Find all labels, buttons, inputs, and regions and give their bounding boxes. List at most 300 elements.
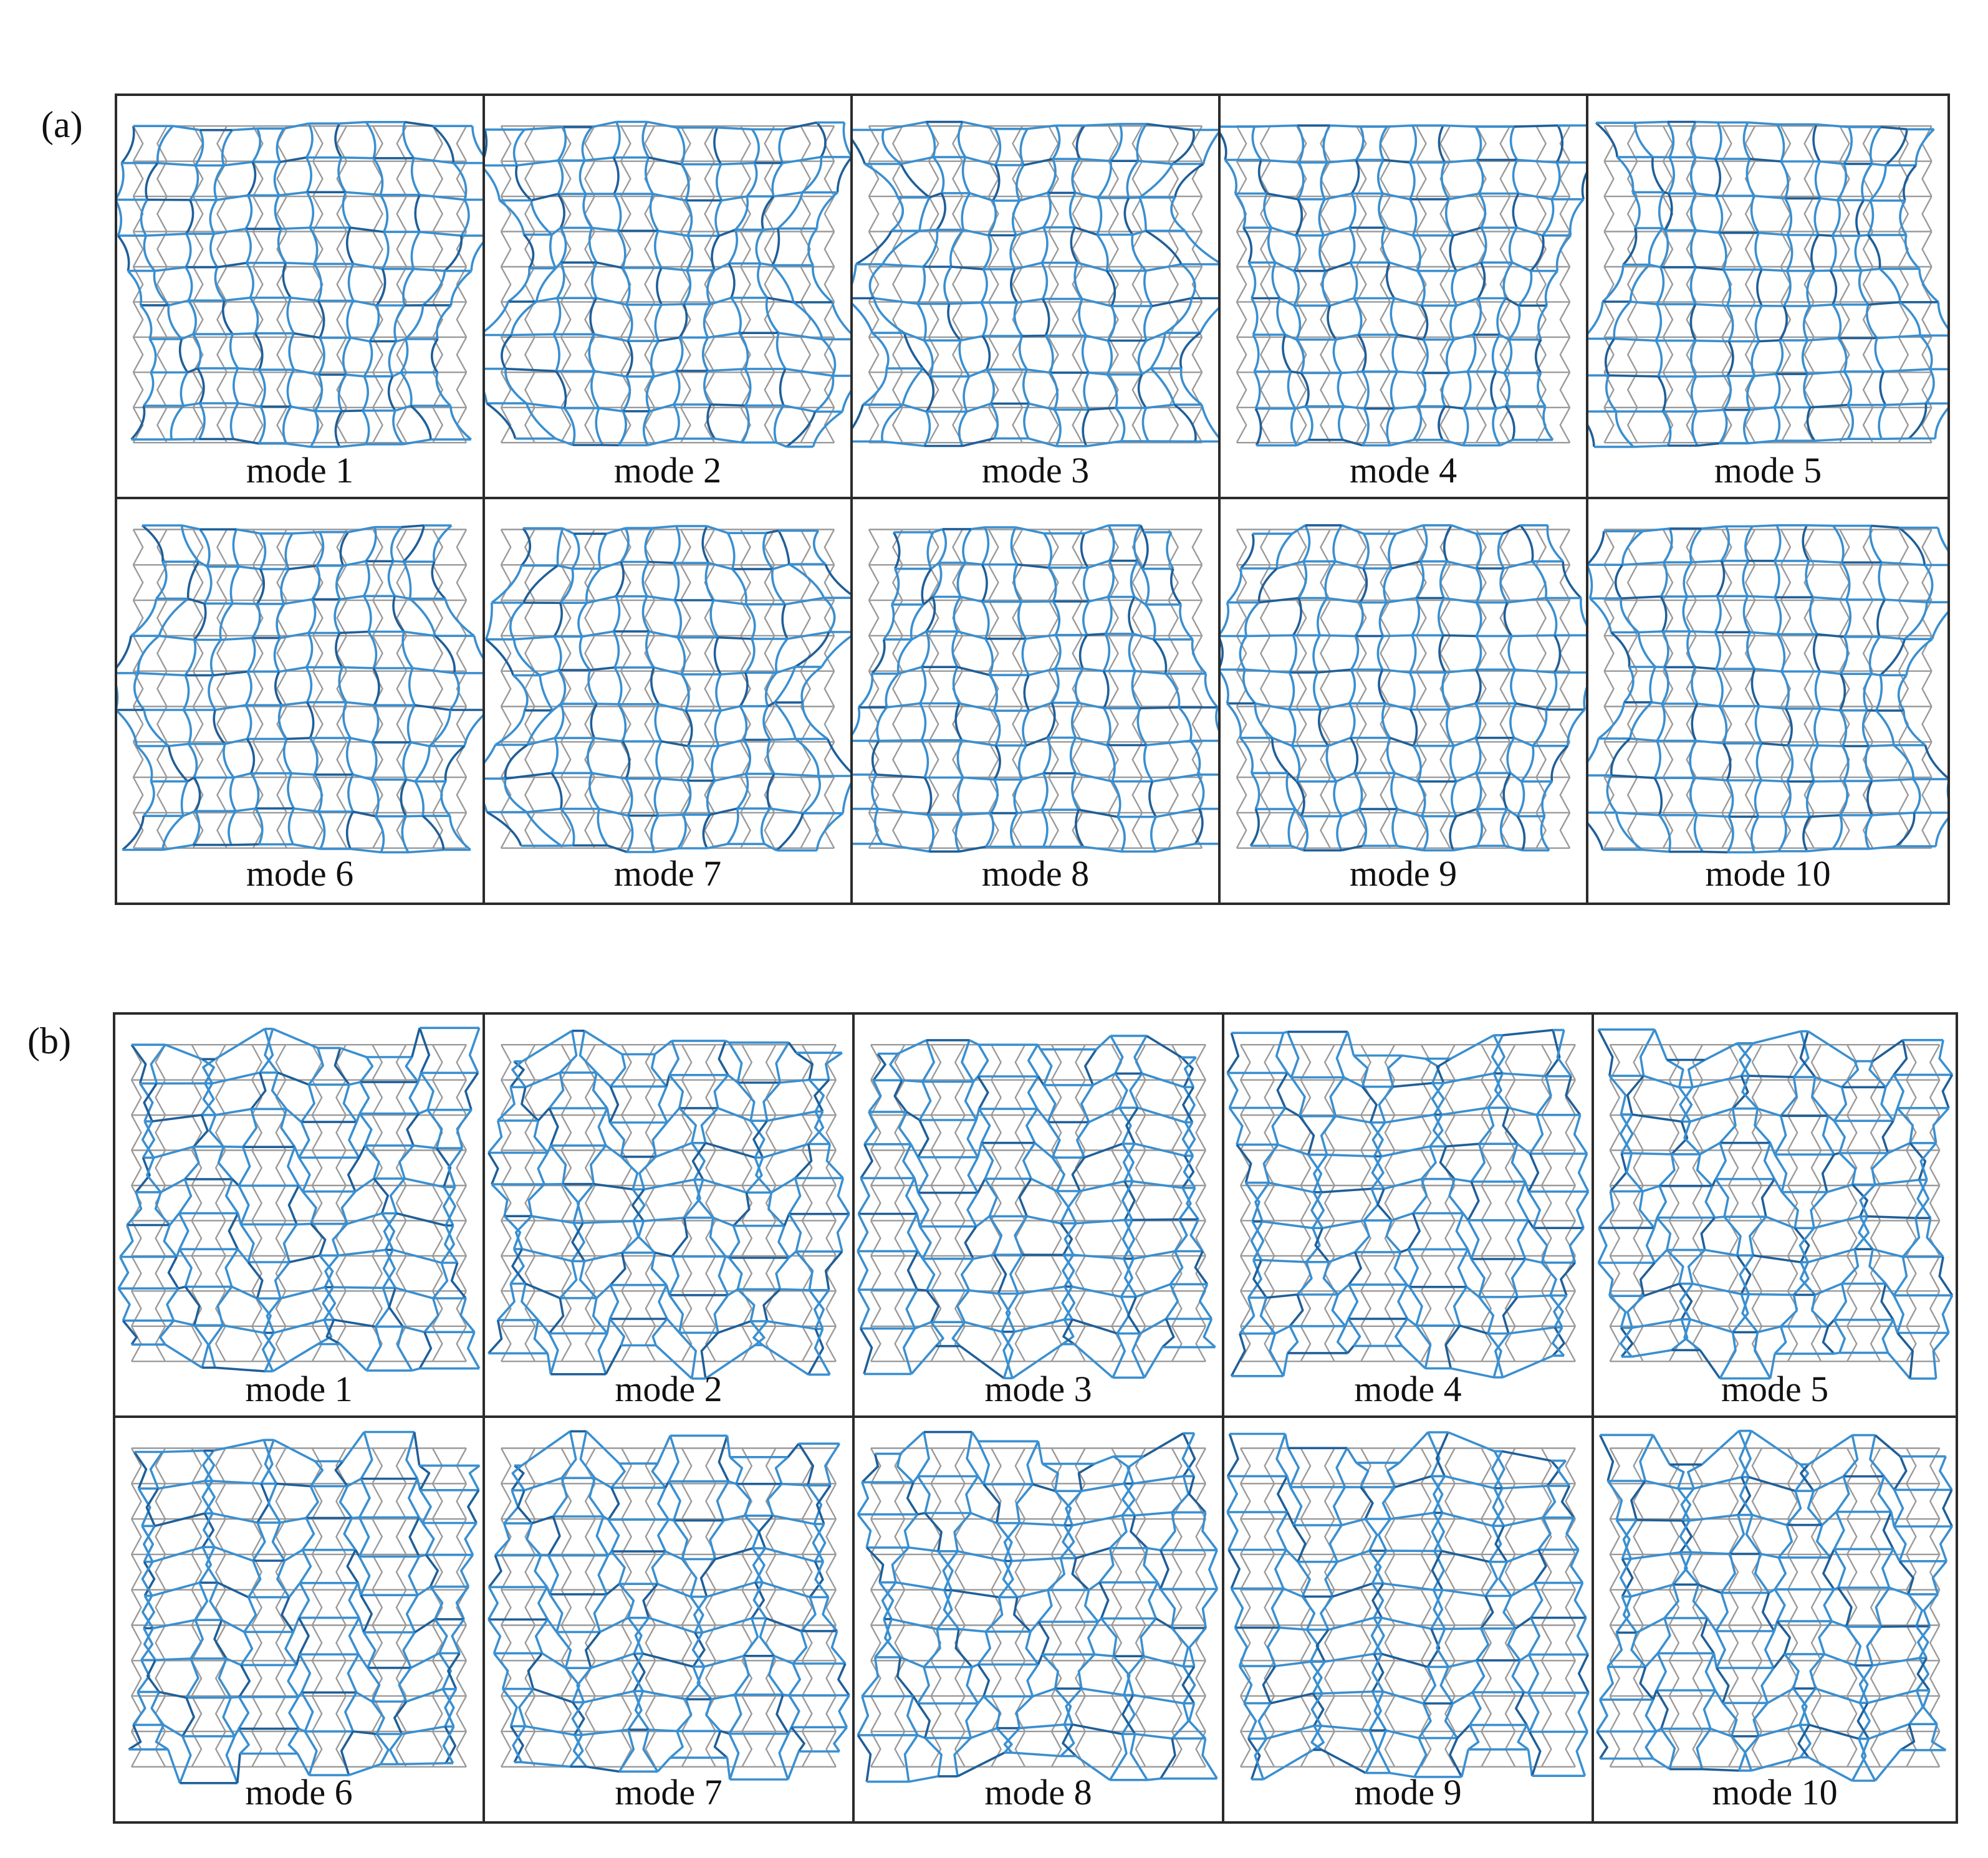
deformed-strut — [393, 561, 403, 562]
deformed-strut — [367, 1327, 381, 1371]
deformed-strut — [1479, 194, 1485, 228]
deformed-strut — [211, 234, 218, 267]
deformed-strut — [732, 569, 746, 605]
undeformed-strut — [561, 530, 570, 565]
undeformed-strut — [1237, 813, 1246, 848]
undeformed-strut — [869, 742, 878, 777]
deformed-strut — [1246, 603, 1259, 636]
undeformed-strut — [1899, 600, 1908, 636]
deformed-strut — [1330, 125, 1360, 127]
deformed-strut — [1011, 235, 1016, 269]
deformed-strut — [1691, 778, 1697, 815]
deformed-strut — [183, 710, 191, 744]
deformed-strut — [196, 130, 203, 166]
deformed-strut — [233, 603, 257, 604]
undeformed-strut — [800, 707, 810, 742]
undeformed-strut — [337, 777, 347, 813]
undeformed-strut — [705, 813, 714, 848]
deformed-strut — [756, 230, 763, 264]
deformed-strut — [1582, 163, 1586, 199]
deformed-strut — [391, 527, 401, 562]
deformed-strut — [120, 1225, 133, 1257]
undeformed-lattice — [1237, 530, 1570, 848]
deformed-strut — [117, 163, 123, 200]
deformed-strut — [1125, 198, 1132, 235]
deformed-strut — [368, 632, 377, 668]
deformed-strut — [1143, 532, 1148, 569]
undeformed-strut — [800, 372, 810, 408]
deformed-strut — [1546, 598, 1557, 636]
deformed-strut — [1151, 817, 1156, 852]
undeformed-strut — [133, 232, 143, 267]
deformed-strut — [1869, 745, 1894, 747]
deformed-strut — [679, 304, 687, 338]
deformed-strut — [677, 128, 684, 165]
deformed-strut — [1075, 669, 1083, 703]
deformed-strut — [364, 342, 372, 376]
deformed-strut — [505, 778, 527, 812]
deformed-strut — [920, 198, 929, 231]
deformed-strut — [764, 844, 777, 850]
deformed-strut — [436, 373, 450, 406]
undeformed-strut — [1501, 671, 1510, 707]
deformed-strut — [918, 267, 925, 304]
deformed-strut — [552, 773, 562, 808]
deformed-strut — [485, 130, 486, 165]
undeformed-strut — [1560, 372, 1570, 408]
deformed-strut — [1880, 639, 1904, 675]
deformed-strut — [771, 739, 795, 740]
deformed-strut — [511, 603, 524, 639]
deformed-strut — [1717, 561, 1724, 596]
undeformed-strut — [1604, 565, 1613, 600]
deformed-strut — [239, 567, 261, 569]
undeformed-strut — [1781, 530, 1790, 565]
deformed-strut — [403, 525, 424, 562]
undeformed-strut — [585, 600, 594, 636]
deformed-strut — [1294, 305, 1300, 339]
deformed-strut — [1288, 371, 1295, 408]
deformed-strut — [1412, 598, 1419, 636]
undeformed-strut — [869, 372, 878, 408]
undeformed-strut — [953, 161, 962, 196]
undeformed-strut — [276, 1185, 286, 1220]
deformed-strut — [1762, 270, 1787, 271]
deformed-strut — [1810, 597, 1817, 634]
deformed-strut — [246, 229, 251, 263]
deformed-strut — [339, 1250, 386, 1255]
undeformed-strut — [1133, 408, 1142, 443]
undeformed-strut — [1416, 671, 1426, 707]
deformed-strut — [981, 269, 987, 303]
undeformed-strut — [1628, 530, 1637, 565]
deformed-strut — [1815, 161, 1820, 198]
undeformed-strut — [1560, 600, 1570, 636]
deformed-strut — [412, 1028, 420, 1057]
deformed-strut — [415, 782, 423, 816]
deformed-strut — [164, 1225, 176, 1257]
undeformed-strut — [1073, 408, 1082, 443]
deformed-strut — [375, 1288, 389, 1326]
undeformed-strut — [1536, 530, 1545, 565]
deformed-strut — [714, 128, 721, 165]
deformed-strut — [1702, 852, 1727, 853]
deformed-strut — [764, 533, 773, 569]
undeformed-strut — [373, 196, 382, 231]
deformed-strut — [1333, 340, 1341, 373]
deformed-strut — [1515, 669, 1555, 673]
deformed-strut — [615, 668, 622, 704]
deformed-strut — [410, 668, 415, 705]
deformed-strut — [287, 370, 294, 406]
deformed-strut — [226, 1249, 238, 1286]
deformed-strut — [363, 411, 369, 444]
undeformed-strut — [1261, 267, 1270, 302]
deformed-strut — [731, 298, 741, 333]
undeformed-lattice — [132, 1045, 466, 1361]
deformed-strut — [239, 1147, 250, 1185]
deformed-strut — [1650, 667, 1655, 702]
deformed-strut — [1906, 639, 1932, 675]
undeformed-strut — [621, 196, 630, 231]
undeformed-strut — [133, 777, 143, 813]
undeformed-strut — [1073, 565, 1082, 600]
deformed-strut — [958, 740, 963, 778]
deformed-strut — [825, 564, 850, 598]
deformed-strut — [407, 1114, 419, 1146]
undeformed-strut — [312, 1256, 322, 1291]
deformed-strut — [246, 672, 251, 706]
undeformed-strut — [585, 1326, 595, 1361]
deformed-strut — [389, 342, 396, 376]
undeformed-strut — [645, 302, 655, 337]
deformed-strut — [652, 526, 676, 528]
undeformed-strut — [1013, 372, 1022, 408]
deformed-strut — [776, 639, 787, 673]
deformed-strut — [437, 305, 451, 339]
deformed-strut — [963, 157, 970, 193]
undeformed-strut — [526, 1151, 535, 1186]
undeformed-strut — [1193, 600, 1202, 636]
undeformed-strut — [1501, 126, 1510, 161]
undeformed-strut — [1501, 161, 1510, 196]
deformed-strut — [485, 165, 499, 200]
undeformed-strut — [457, 707, 466, 742]
deformed-strut — [1344, 406, 1364, 409]
undeformed-strut — [1840, 302, 1849, 337]
undeformed-strut — [457, 565, 466, 600]
deformed-strut — [550, 234, 556, 268]
undeformed-strut — [217, 600, 226, 636]
deformed-strut — [1511, 669, 1516, 703]
deformed-strut — [878, 809, 928, 815]
deformed-strut — [309, 600, 315, 633]
undeformed-lattice — [869, 126, 1202, 443]
undeformed-strut — [741, 530, 750, 565]
deformed-strut — [1761, 780, 1787, 782]
deformed-strut — [1588, 565, 1592, 598]
deformed-strut — [1806, 561, 1813, 597]
deformed-strut — [1022, 639, 1029, 675]
undeformed-strut — [277, 302, 287, 337]
deformed-strut — [1757, 270, 1762, 306]
undeformed-strut — [1805, 671, 1814, 707]
deformed-strut — [1635, 122, 1668, 123]
deformed-strut — [618, 704, 625, 742]
undeformed-strut — [217, 813, 226, 848]
deformed-strut — [1351, 636, 1358, 670]
undeformed-strut — [501, 813, 511, 848]
undeformed-strut — [1923, 813, 1932, 848]
deformed-strut — [512, 334, 554, 335]
undeformed-strut — [397, 302, 406, 337]
deformed-strut — [1107, 341, 1112, 375]
undeformed-strut — [1781, 600, 1790, 636]
deformed-strut — [1013, 201, 1020, 236]
deformed-strut — [359, 1146, 365, 1157]
undeformed-strut — [929, 636, 938, 671]
mode-caption: mode 5 — [1714, 450, 1822, 491]
deformed-strut — [183, 403, 200, 406]
deformed-strut — [613, 596, 619, 631]
deformed-strut — [1925, 745, 1947, 779]
deformed-strut — [1132, 235, 1146, 271]
deformed-strut — [1409, 673, 1414, 709]
deformed-strut — [1845, 600, 1851, 637]
deformed-strut — [410, 1082, 419, 1114]
undeformed-strut — [217, 196, 226, 231]
undeformed-strut — [765, 337, 774, 372]
deformed-strut — [627, 341, 632, 376]
undeformed-strut — [1441, 302, 1450, 337]
deformed-strut — [135, 673, 145, 710]
deformed-strut — [1297, 340, 1304, 373]
undeformed-strut — [1013, 636, 1022, 671]
deformed-strut — [1443, 125, 1476, 127]
deformed-strut — [572, 534, 579, 568]
deformed-strut — [1350, 194, 1355, 228]
deformed-strut — [1292, 409, 1297, 446]
deformed-strut — [1318, 598, 1327, 636]
deformed-strut — [1253, 335, 1259, 371]
undeformed-strut — [1193, 337, 1202, 372]
undeformed-strut — [645, 742, 655, 777]
deformed-strut — [389, 1288, 403, 1326]
undeformed-strut — [501, 267, 511, 302]
deformed-strut — [803, 702, 828, 739]
deformed-strut — [1696, 267, 1723, 270]
undeformed-strut — [1133, 813, 1142, 848]
deformed-strut — [143, 1121, 154, 1157]
deformed-strut — [779, 129, 784, 163]
undeformed-strut — [157, 813, 166, 848]
undeformed-strut — [929, 742, 938, 777]
deformed-strut — [1504, 262, 1512, 298]
undeformed-strut — [989, 267, 998, 302]
deformed-strut — [920, 703, 926, 740]
undeformed-strut — [1237, 408, 1246, 443]
deformed-strut — [1880, 269, 1900, 302]
deformed-strut — [1633, 446, 1668, 447]
deformed-strut — [613, 122, 620, 157]
undeformed-strut — [1237, 302, 1246, 337]
undeformed-strut — [193, 742, 203, 777]
undeformed-strut — [192, 1220, 201, 1256]
deformed-strut — [1762, 744, 1788, 745]
deformed-strut — [223, 300, 233, 334]
undeformed-strut — [646, 1151, 655, 1186]
undeformed-strut — [1193, 530, 1202, 565]
undeformed-strut — [193, 671, 203, 707]
deformed-strut — [1509, 305, 1520, 339]
undeformed-strut — [217, 671, 226, 707]
deformed-strut — [772, 163, 782, 197]
deformed-strut — [1446, 199, 1454, 236]
deformed-strut — [1409, 635, 1415, 673]
undeformed-strut — [277, 813, 287, 848]
deformed-strut — [401, 525, 424, 527]
deformed-strut — [346, 375, 364, 376]
deformed-strut — [1342, 371, 1363, 373]
undeformed-strut — [1441, 777, 1450, 813]
undeformed-strut — [1536, 161, 1545, 196]
deformed-strut — [1143, 569, 1149, 605]
undeformed-strut — [1441, 813, 1450, 848]
deformed-strut — [485, 745, 496, 778]
deformed-strut — [1938, 302, 1947, 335]
deformed-strut — [1082, 534, 1088, 568]
deformed-strut — [1301, 373, 1309, 406]
deformed-strut — [962, 740, 996, 745]
undeformed-strut — [1357, 707, 1366, 742]
deformed-strut — [842, 376, 850, 412]
undeformed-strut — [765, 636, 774, 671]
undeformed-strut — [705, 671, 714, 707]
deformed-strut — [289, 566, 317, 569]
deformed-strut — [1615, 338, 1656, 340]
undeformed-strut — [1381, 337, 1390, 372]
deformed-strut — [122, 126, 134, 163]
lattice-diagram-a-8 — [853, 499, 1218, 903]
undeformed-strut — [433, 232, 442, 267]
undeformed-strut — [525, 600, 534, 636]
deformed-strut — [1807, 525, 1833, 526]
undeformed-strut — [893, 126, 902, 161]
undeformed-strut — [337, 232, 347, 267]
undeformed-strut — [132, 1080, 141, 1115]
undeformed-strut — [705, 707, 714, 742]
deformed-strut — [1899, 528, 1924, 565]
deformed-strut — [557, 262, 564, 298]
deformed-strut — [340, 1048, 367, 1057]
deformed-strut — [646, 158, 653, 194]
deformed-strut — [987, 370, 994, 404]
deformed-strut — [746, 605, 754, 639]
deformed-strut — [1349, 704, 1354, 738]
deformed-strut — [224, 744, 234, 778]
undeformed-strut — [705, 126, 714, 161]
deformed-strut — [1697, 443, 1719, 446]
deformed-strut — [360, 1082, 369, 1114]
undeformed-strut — [1604, 232, 1613, 267]
deformed-strut — [920, 230, 937, 231]
deformed-strut — [1133, 634, 1154, 639]
deformed-strut — [144, 710, 168, 746]
deformed-strut — [982, 601, 989, 638]
undeformed-strut — [1416, 707, 1426, 742]
deformed-strut — [1938, 528, 1947, 565]
deformed-strut — [273, 1344, 318, 1372]
deformed-strut — [817, 813, 843, 851]
undeformed-strut — [1663, 161, 1673, 196]
deformed-strut — [1024, 404, 1029, 439]
deformed-strut — [420, 1332, 431, 1368]
deformed-strut — [1715, 632, 1720, 669]
undeformed-lattice — [133, 126, 466, 443]
deformed-strut — [403, 632, 413, 668]
undeformed-strut — [706, 1291, 715, 1326]
deformed-strut — [1868, 235, 1880, 269]
deformed-strut — [817, 123, 825, 157]
undeformed-strut — [645, 267, 655, 302]
lattice-diagram-a-7 — [485, 499, 850, 903]
deformed-strut — [651, 816, 658, 852]
deformed-strut — [374, 1179, 388, 1214]
deformed-strut — [1395, 406, 1418, 409]
undeformed-strut — [1073, 337, 1082, 372]
deformed-strut — [169, 1257, 179, 1289]
deformed-strut — [303, 1192, 317, 1224]
deformed-strut — [1642, 850, 1669, 852]
undeformed-strut — [622, 1151, 631, 1186]
deformed-strut — [1350, 738, 1357, 773]
deformed-strut — [151, 1045, 165, 1083]
undeformed-strut — [1416, 813, 1426, 848]
deformed-strut — [580, 160, 585, 194]
deformed-strut — [299, 1122, 309, 1157]
deformed-strut — [1654, 778, 1661, 815]
undeformed-strut — [1628, 742, 1637, 777]
deformed-strut — [645, 528, 652, 562]
deformed-strut — [590, 298, 597, 334]
deformed-strut — [1692, 704, 1697, 740]
deformed-strut — [1656, 304, 1661, 341]
deformed-strut — [1252, 299, 1257, 335]
deformed-strut — [348, 775, 353, 812]
undeformed-strut — [156, 1256, 166, 1291]
undeformed-strut — [1320, 777, 1330, 813]
undeformed-strut — [157, 742, 166, 777]
lattice-diagram-a-5 — [1588, 96, 1947, 497]
undeformed-strut — [397, 232, 406, 267]
deformed-strut — [248, 1262, 262, 1298]
undeformed-strut — [1628, 302, 1637, 337]
deformed-strut — [658, 338, 679, 342]
deformed-strut — [122, 816, 143, 850]
undeformed-strut — [1476, 408, 1486, 443]
deformed-strut — [216, 1109, 251, 1115]
deformed-strut — [853, 707, 859, 741]
undeformed-strut — [705, 161, 714, 196]
deformed-strut — [1079, 299, 1086, 336]
deformed-strut — [1693, 411, 1697, 446]
undeformed-strut — [705, 636, 714, 671]
panel-a-cell-5 — [1588, 96, 1947, 499]
deformed-strut — [1588, 302, 1603, 338]
deformed-strut — [1225, 160, 1236, 194]
undeformed-strut — [157, 232, 166, 267]
undeformed-strut — [336, 1151, 345, 1186]
